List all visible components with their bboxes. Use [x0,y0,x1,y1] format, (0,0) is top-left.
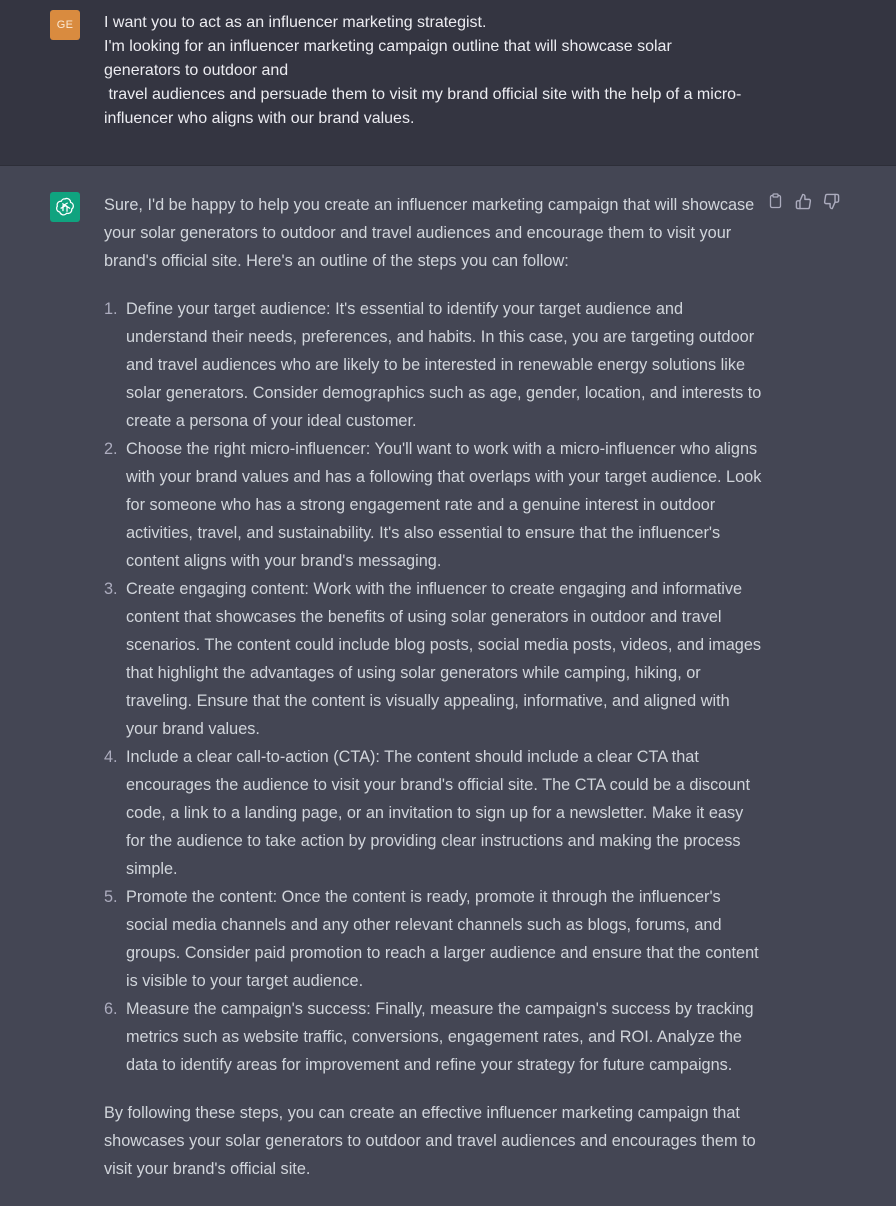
user-message [0,0,896,166]
step-number: 1. [104,300,118,318]
list-item [104,435,764,575]
step-text: Create engaging content: Work with the influencer to create engaging and informative content that showcases the benefits of using solar generators in outdoor and travel scenarios. The content could include blog posts, social media posts, videos, and images that highlight the advantages of using solar generators while camping, hiking, or traveling. Ensure that the content is visually appealing, informative, and aligned with your brand values. [126,580,762,738]
openai-logo-icon [54,196,76,218]
step-text: Promote the content: Once the content is ready, promote it through the influencer's social media channels and any other relevant channels such as blogs, forums, and groups. Consider paid promotion to reach a larger audience and ensure that the content is visible to your target audience. [126,888,759,990]
response-intro: Sure, I'd be happy to help you create an influencer marketing campaign that will showcase your solar generators to outdoor and travel audiences and encourage them to visit your brand's official site. Here's an outline of the steps you can follow: [104,196,755,270]
user-avatar: GE [50,10,80,40]
thumbs-up-button[interactable] [794,192,812,210]
assistant-avatar [50,192,80,222]
message-actions [766,192,840,210]
list-item [104,575,764,743]
user-line: I'm looking for an influencer marketing campaign outline that will showcase solar generators to outdoor and [104,38,677,79]
user-line: I want you to act as an influencer marketing strategist. [104,14,487,31]
user-line: travel audiences and persuade them to visit my brand official site with the help of a micro-influencer who aligns with our brand values. [104,86,742,127]
thumbs-down-button[interactable] [822,192,840,210]
response-conclusion: By following these steps, you can create an effective influencer marketing campaign that showcases your solar generators to outdoor and travel audiences and encourages them to visit your brand's official site. [104,1104,756,1178]
step-number: 2. [104,440,118,458]
step-number: 5. [104,888,118,906]
assistant-message [0,166,896,1206]
user-message-text [104,11,744,131]
copy-button[interactable] [766,192,784,210]
clipboard-icon [768,193,783,209]
list-item [104,995,764,1079]
step-number: 4. [104,748,118,766]
step-text: Include a clear call-to-action (CTA): The content should include a clear CTA that encourages the audience to visit your brand's official site. The CTA could be a discount code, a link to a landing page, or an invitation to sign up for a newsletter. Make it easy for the audience to take action by providing clear instructions and making the process simple. [126,748,750,878]
step-text: Choose the right micro-influencer: You'll want to work with a micro-influencer who aligns with your brand values and has a following that overlaps with your target audience. Look for someone who has a strong engagement rate and a genuine interest in outdoor activities, travel, and sustainability. It's also essential to ensure that the influencer's content aligns with your brand's messaging. [126,440,762,570]
step-text: Measure the campaign's success: Finally, measure the campaign's success by tracking metrics such as website traffic, conversions, engagement rates, and ROI. Analyze the data to identify areas for improvement and refine your strategy for future campaigns. [126,1000,754,1074]
list-item [104,883,764,995]
step-number: 3. [104,580,118,598]
list-item [104,295,764,435]
step-text: Define your target audience: It's essential to identify your target audience and understand their needs, preferences, and habits. In this case, you are targeting outdoor and travel audiences who are likely to be interested in renewable energy solutions like solar generators. Consider demographics such as age, gender, location, and interests to create a persona of your ideal customer. [126,300,762,430]
step-number: 6. [104,1000,118,1018]
thumbs-down-icon [823,193,840,210]
thumbs-up-icon [795,193,812,210]
list-item [104,743,764,883]
steps-list [104,295,764,1079]
assistant-response [104,191,764,1183]
